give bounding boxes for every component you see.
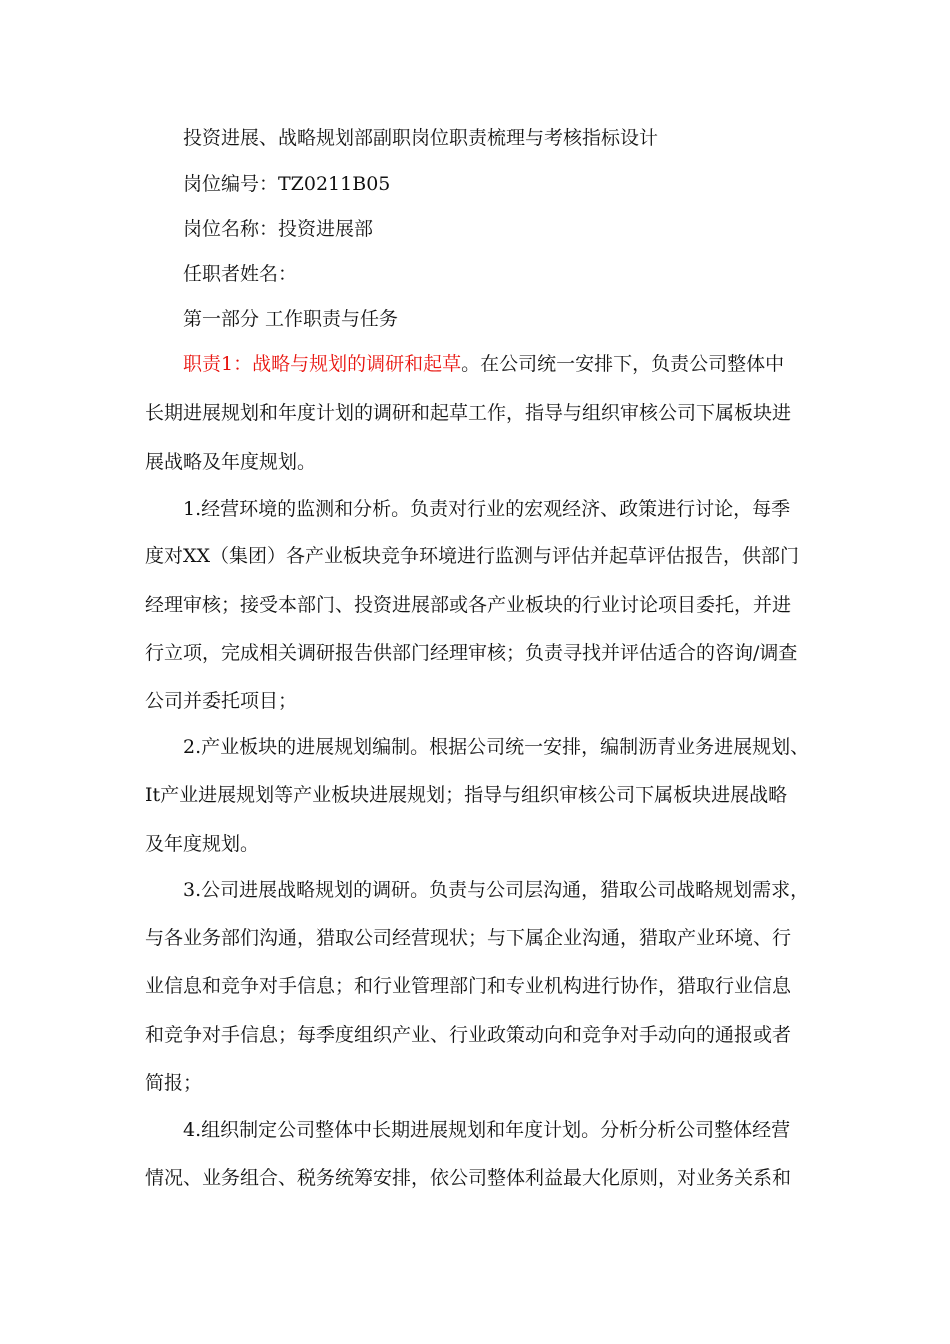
item1-line: 行立项，完成相关调研报告供部门经理审核；负责寻找并评估适合的咨询/调查	[145, 642, 798, 664]
item1-line: 度对XX（集团）各产业板块竞争环境进行监测与评估并起草评估报告，供部门	[145, 545, 800, 567]
item3-line: 3.公司进展战略规划的调研。负责与公司层沟通，猎取公司战略规划需求，	[183, 879, 810, 901]
item2-line: 2.产业板块的进展规划编制。根据公司统一安排，编制沥青业务进展规划、	[183, 736, 810, 758]
position-name: 岗位名称：投资进展部	[183, 218, 374, 240]
part-heading: 第一部分 工作职责与任务	[183, 308, 399, 330]
item1-line: 1.经营环境的监测和分析。负责对行业的宏观经济、政策进行讨论，每季	[183, 498, 791, 520]
duty1-line: 展战略及年度规划。	[145, 451, 317, 473]
duty1-label: 职责1：战略与规划的调研和起草	[183, 353, 462, 375]
item3-line: 业信息和竞争对手信息；和行业管理部门和专业机构进行协作，猎取行业信息	[145, 975, 792, 997]
holder-name: 任职者姓名：	[183, 263, 298, 285]
item4-line: 4.组织制定公司整体中长期进展规划和年度计划。分析分析公司整体经营	[183, 1119, 791, 1141]
item1-line: 公司并委托项目；	[145, 690, 298, 712]
duty1-line: 长期进展规划和年度计划的调研和起草工作，指导与组织审核公司下属板块进	[145, 402, 792, 424]
item3-line: 和竞争对手信息；每季度组织产业、行业政策动向和竞争对手动向的通报或者	[145, 1024, 792, 1046]
document-title: 投资进展、战略规划部副职岗位职责梳理与考核指标设计	[183, 127, 659, 149]
item2-line: It产业进展规划等产业板块进展规划；指导与组织审核公司下属板块进展战略	[145, 784, 788, 806]
item4-line: 情况、业务组合、税务统筹安排，依公司整体利益最大化原则，对业务关系和	[145, 1167, 792, 1189]
position-code: 岗位编号：TZ0211B05	[183, 173, 391, 195]
item3-line: 与各业务部们沟通，猎取公司经营现状；与下属企业沟通，猎取产业环境、行	[145, 927, 792, 949]
duty1-first-line	[183, 352, 815, 376]
duty1-text: 。在公司统一安排下，负责公司整体中	[461, 353, 785, 375]
item3-line: 简报；	[145, 1072, 203, 1094]
item1-line: 经理审核；接受本部门、投资进展部或各产业板块的行业讨论项目委托，并进	[145, 594, 792, 616]
item2-line: 及年度规划。	[145, 833, 260, 855]
